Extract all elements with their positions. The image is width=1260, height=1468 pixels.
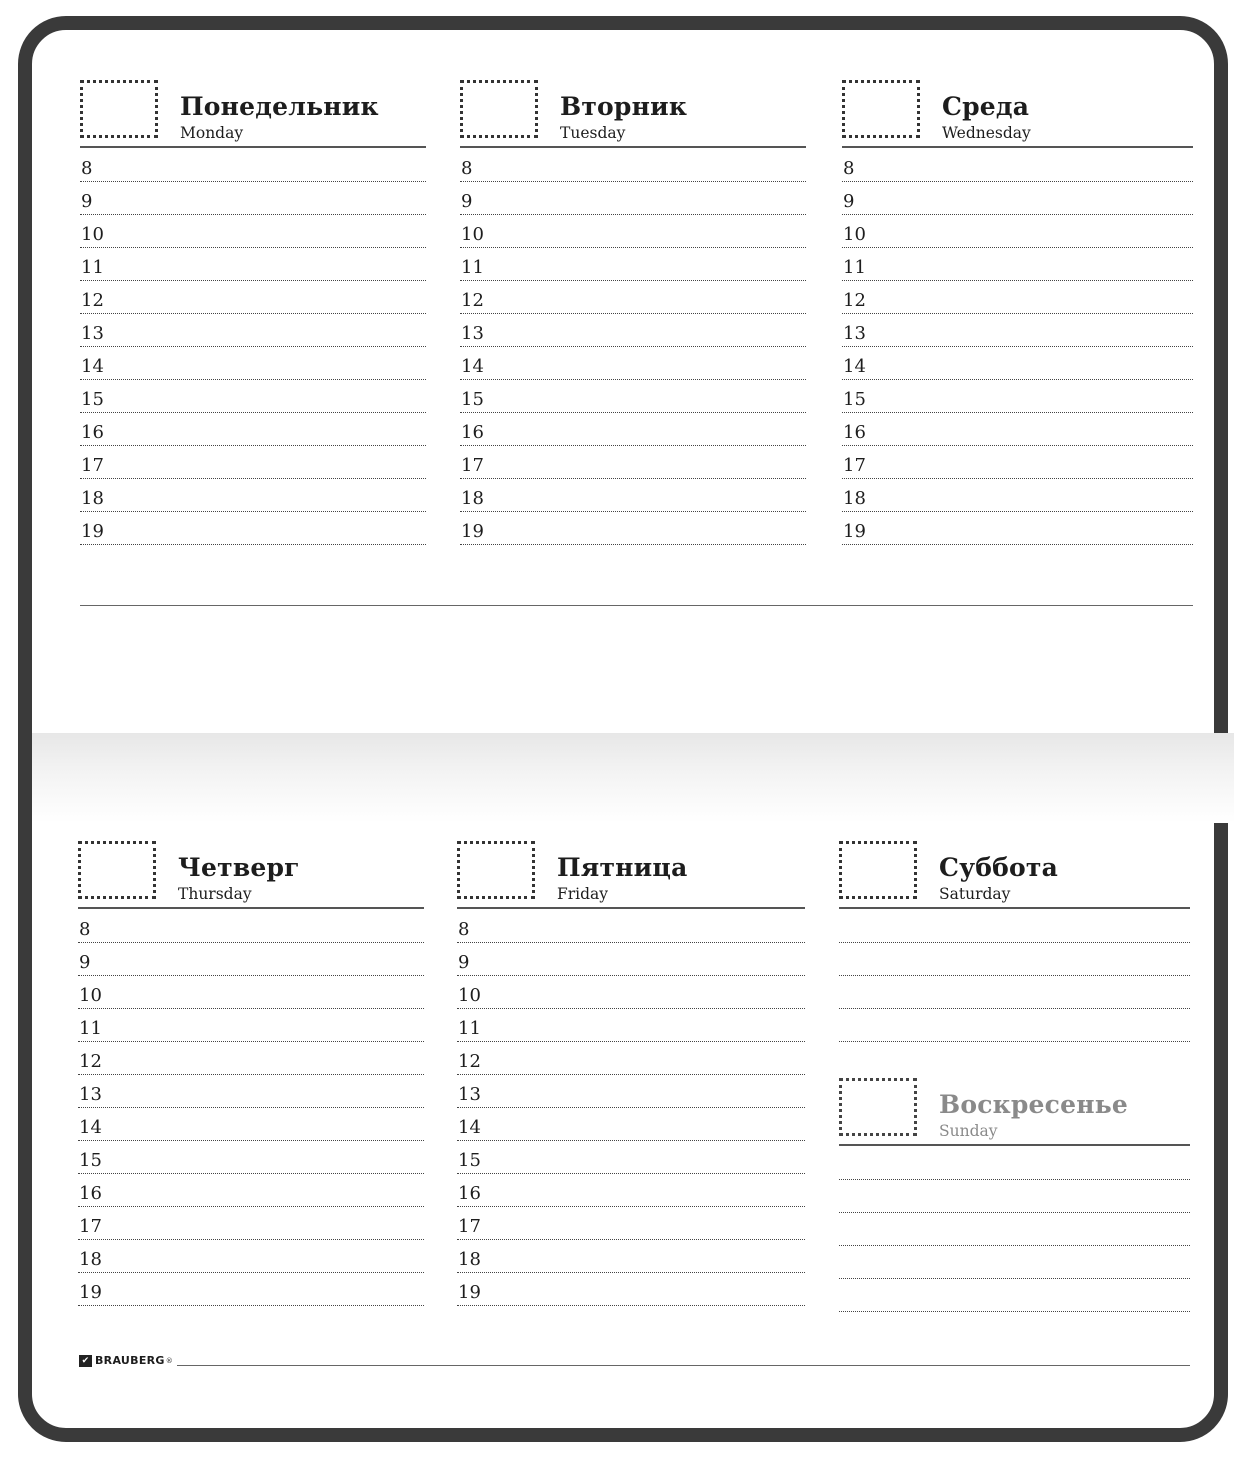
hour-row[interactable]: [78, 1141, 424, 1174]
day-name-ru: Четверг: [178, 853, 300, 882]
hour-label: 10: [461, 224, 484, 245]
day-name-ru: Пятница: [557, 853, 688, 882]
hour-label: 10: [843, 224, 866, 245]
hour-row[interactable]: [842, 281, 1193, 314]
hour-row[interactable]: [457, 1075, 805, 1108]
day-name-ru: Понедельник: [180, 92, 379, 121]
hour-label: 8: [843, 158, 855, 179]
hour-label: 8: [79, 919, 91, 940]
day-name-ru: Суббота: [939, 853, 1059, 882]
hour-rows: [78, 910, 424, 1306]
day-name-ru: Воскресенье: [939, 1090, 1128, 1119]
hour-label: 12: [79, 1051, 102, 1072]
hour-label: 19: [461, 521, 484, 542]
day-monday: [80, 80, 426, 545]
hour-label: 10: [79, 985, 102, 1006]
hour-label: 11: [79, 1018, 102, 1039]
day-name-en: Wednesday: [942, 124, 1031, 142]
hour-row[interactable]: [78, 1207, 424, 1240]
hour-row[interactable]: [842, 215, 1193, 248]
hour-label: 15: [79, 1150, 102, 1171]
hour-label: 12: [843, 290, 866, 311]
hour-label: 16: [81, 422, 104, 443]
hour-label: 11: [461, 257, 484, 278]
hour-row[interactable]: [460, 479, 806, 512]
hour-label: 19: [81, 521, 104, 542]
hour-label: 8: [461, 158, 473, 179]
hour-label: 19: [843, 521, 866, 542]
hour-row[interactable]: [460, 314, 806, 347]
hour-label: 12: [81, 290, 104, 311]
hour-row[interactable]: [80, 281, 426, 314]
day-header: [839, 841, 1190, 909]
hour-row[interactable]: [78, 976, 424, 1009]
hour-row[interactable]: [78, 1273, 424, 1306]
hour-row[interactable]: [80, 149, 426, 182]
note-rows: [839, 1147, 1190, 1312]
note-row[interactable]: [839, 1213, 1190, 1246]
note-row[interactable]: [839, 976, 1190, 1009]
hour-rows: [457, 910, 805, 1306]
hour-row[interactable]: [78, 1075, 424, 1108]
hour-rows: [80, 149, 426, 545]
day-header: [460, 80, 806, 148]
hour-row[interactable]: [457, 1141, 805, 1174]
day-name-en: Friday: [557, 885, 609, 903]
hour-rows: [842, 149, 1193, 545]
hour-row[interactable]: [460, 347, 806, 380]
hour-label: 15: [458, 1150, 481, 1171]
note-row[interactable]: [839, 1147, 1190, 1180]
note-row[interactable]: [839, 1246, 1190, 1279]
hour-row[interactable]: [78, 1174, 424, 1207]
day-header: [78, 841, 424, 909]
hour-label: 18: [79, 1249, 102, 1270]
hour-row[interactable]: [78, 943, 424, 976]
hour-label: 9: [81, 191, 93, 212]
hour-row[interactable]: [80, 314, 426, 347]
hour-label: 16: [461, 422, 484, 443]
hour-label: 13: [81, 323, 104, 344]
hour-row[interactable]: [460, 446, 806, 479]
day-friday: [457, 841, 805, 1306]
day-header: [457, 841, 805, 909]
date-box[interactable]: [460, 80, 538, 138]
hour-label: 18: [461, 488, 484, 509]
hour-row[interactable]: [80, 248, 426, 281]
hour-label: 9: [843, 191, 855, 212]
day-name-en: Saturday: [939, 885, 1011, 903]
hour-label: 15: [843, 389, 866, 410]
date-box[interactable]: [839, 1078, 917, 1136]
registered-mark: ®: [165, 1356, 174, 1365]
hour-row[interactable]: [457, 910, 805, 943]
day-sunday: [839, 1078, 1190, 1312]
hour-row[interactable]: [78, 1108, 424, 1141]
hour-row[interactable]: [457, 1009, 805, 1042]
day-name-en: Sunday: [939, 1122, 998, 1140]
hour-label: 16: [458, 1183, 481, 1204]
hour-row[interactable]: [457, 1207, 805, 1240]
note-row[interactable]: [839, 943, 1190, 976]
day-name-en: Tuesday: [560, 124, 626, 142]
hour-label: 13: [79, 1084, 102, 1105]
check-icon: ✔: [79, 1355, 92, 1367]
hour-label: 18: [458, 1249, 481, 1270]
note-rows: [839, 910, 1190, 1042]
note-row[interactable]: [839, 1279, 1190, 1312]
hour-label: 18: [81, 488, 104, 509]
hour-row[interactable]: [842, 149, 1193, 182]
date-box[interactable]: [842, 80, 920, 138]
day-header: [842, 80, 1193, 148]
hour-label: 13: [843, 323, 866, 344]
day-name-ru: Вторник: [560, 92, 688, 121]
hour-row[interactable]: [842, 347, 1193, 380]
hour-row[interactable]: [460, 380, 806, 413]
hour-row[interactable]: [460, 182, 806, 215]
hour-row[interactable]: [457, 943, 805, 976]
hour-row[interactable]: [842, 512, 1193, 545]
hour-row[interactable]: [842, 182, 1193, 215]
day-wednesday: [842, 80, 1193, 545]
date-box[interactable]: [839, 841, 917, 899]
hour-label: 10: [458, 985, 481, 1006]
hour-label: 17: [81, 455, 104, 476]
hour-label: 17: [843, 455, 866, 476]
hour-label: 12: [461, 290, 484, 311]
hour-row[interactable]: [80, 347, 426, 380]
hour-row[interactable]: [457, 976, 805, 1009]
hour-row[interactable]: [460, 215, 806, 248]
hour-label: 15: [461, 389, 484, 410]
page-fold-shadow: [32, 733, 1234, 823]
hour-label: 18: [843, 488, 866, 509]
hour-label: 17: [458, 1216, 481, 1237]
hour-label: 19: [458, 1282, 481, 1303]
hour-row[interactable]: [80, 380, 426, 413]
hour-row[interactable]: [80, 215, 426, 248]
hour-row[interactable]: [842, 413, 1193, 446]
day-name-en: Monday: [180, 124, 244, 142]
hour-row[interactable]: [457, 1240, 805, 1273]
hour-row[interactable]: [80, 479, 426, 512]
brand-name: BRAUBERG: [95, 1354, 165, 1367]
hour-row[interactable]: [457, 1108, 805, 1141]
hour-label: 9: [458, 952, 470, 973]
hour-label: 17: [461, 455, 484, 476]
hour-rows: [460, 149, 806, 545]
note-row[interactable]: [839, 1009, 1190, 1042]
hour-row[interactable]: [460, 512, 806, 545]
day-header: [839, 1078, 1190, 1146]
hour-label: 14: [843, 356, 866, 377]
hour-row[interactable]: [80, 413, 426, 446]
hour-label: 16: [79, 1183, 102, 1204]
hour-label: 14: [458, 1117, 481, 1138]
notes-line-bottom: [177, 1365, 1190, 1366]
hour-label: 19: [79, 1282, 102, 1303]
hour-row[interactable]: [460, 281, 806, 314]
hour-row[interactable]: [78, 1240, 424, 1273]
hour-row[interactable]: [457, 1174, 805, 1207]
date-box[interactable]: [80, 80, 158, 138]
hour-label: 11: [458, 1018, 481, 1039]
hour-label: 14: [79, 1117, 102, 1138]
hour-label: 14: [81, 356, 104, 377]
day-name-ru: Среда: [942, 92, 1030, 121]
hour-row[interactable]: [80, 512, 426, 545]
date-box[interactable]: [457, 841, 535, 899]
day-thursday: [78, 841, 424, 1306]
hour-label: 17: [79, 1216, 102, 1237]
day-header: [80, 80, 426, 148]
hour-row[interactable]: [457, 1273, 805, 1306]
hour-row[interactable]: [842, 314, 1193, 347]
hour-row[interactable]: [78, 1009, 424, 1042]
hour-label: 14: [461, 356, 484, 377]
hour-label: 10: [81, 224, 104, 245]
hour-row[interactable]: [457, 1042, 805, 1075]
hour-row[interactable]: [460, 413, 806, 446]
hour-row[interactable]: [842, 380, 1193, 413]
brand-logo: [79, 1354, 173, 1367]
hour-label: 11: [81, 257, 104, 278]
hour-label: 12: [458, 1051, 481, 1072]
hour-label: 15: [81, 389, 104, 410]
hour-label: 9: [461, 191, 473, 212]
hour-row[interactable]: [80, 446, 426, 479]
hour-row[interactable]: [842, 248, 1193, 281]
notes-line-top: [80, 605, 1193, 606]
hour-row[interactable]: [80, 182, 426, 215]
hour-label: 13: [458, 1084, 481, 1105]
hour-row[interactable]: [842, 479, 1193, 512]
hour-row[interactable]: [842, 446, 1193, 479]
hour-row[interactable]: [78, 910, 424, 943]
hour-label: 13: [461, 323, 484, 344]
hour-label: 8: [458, 919, 470, 940]
hour-row[interactable]: [460, 149, 806, 182]
note-row[interactable]: [839, 1180, 1190, 1213]
hour-row[interactable]: [460, 248, 806, 281]
note-row[interactable]: [839, 910, 1190, 943]
hour-label: 16: [843, 422, 866, 443]
day-saturday: [839, 841, 1190, 1042]
hour-label: 9: [79, 952, 91, 973]
day-tuesday: [460, 80, 806, 545]
hour-label: 8: [81, 158, 93, 179]
hour-row[interactable]: [78, 1042, 424, 1075]
date-box[interactable]: [78, 841, 156, 899]
day-name-en: Thursday: [178, 885, 252, 903]
hour-label: 11: [843, 257, 866, 278]
